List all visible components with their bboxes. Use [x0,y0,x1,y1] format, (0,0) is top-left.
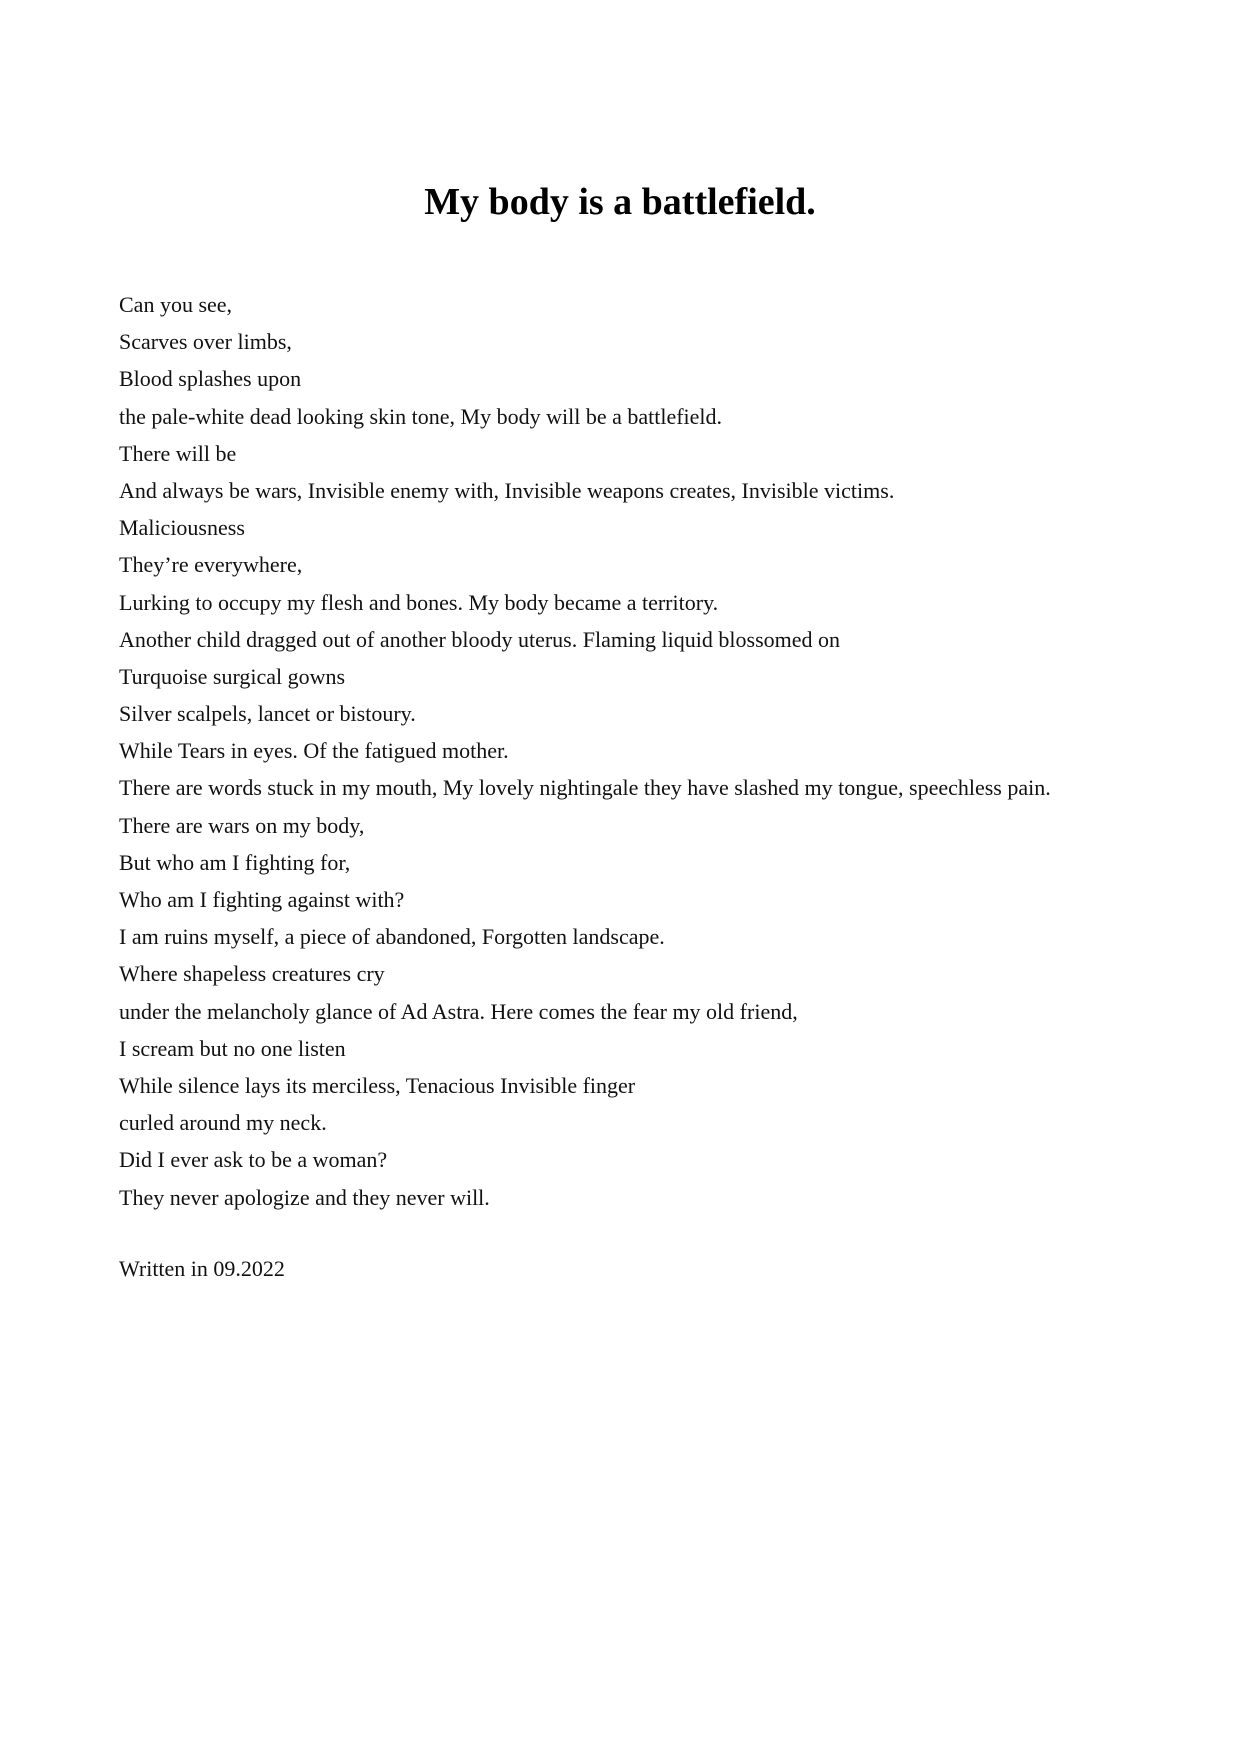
poem-line: There will be [119,440,237,466]
poem-line: Silver scalpels, lancet or bistoury. [119,701,416,727]
poem-line: Turquoise surgical gowns [119,663,346,689]
poem-line: There are words stuck in my mouth, My lovely nightingale they have slashed my tongue, speechless pain. [119,775,1051,801]
poem-line: But who am I fighting for, [119,849,351,875]
poem-line: Another child dragged out of another bloody uterus. Flaming liquid blossomed on [119,626,841,652]
poem-line: Scarves over limbs, [119,329,292,355]
poem-line: curled around my neck. [119,1110,327,1136]
poem-line: They’re everywhere, [119,552,303,578]
poem-line: the pale-white dead looking skin tone, My body will be a battlefield. [119,403,723,429]
poem-title: My body is a battlefield. [424,181,816,223]
poem-line: Lurking to occupy my flesh and bones. My body became a territory. [119,589,719,615]
poem-line: I scream but no one listen [119,1035,346,1061]
written-date: Written in 09.2022 [119,1256,285,1281]
poem-body [119,286,1179,1216]
poem-line: Who am I fighting against with? [119,887,405,912]
poem-line: I am ruins myself, a piece of abandoned, Forgotten landscape. [119,924,665,950]
poem-line: There are wars on my body, [119,812,365,838]
poem-line: Did I ever ask to be a woman? [119,1147,388,1173]
poem-line: Maliciousness [119,515,245,541]
poem-line: Blood splashes upon [119,366,302,392]
poem-line: While Tears in eyes. Of the fatigued mother. [119,738,509,764]
poem-line: While silence lays its merciless, Tenacious Invisible finger [119,1072,636,1098]
poem-line: under the melancholy glance of Ad Astra. Here comes the fear my old friend, [119,998,798,1024]
poem-line: And always be wars, Invisible enemy with, Invisible weapons creates, Invisible victims. [119,477,895,503]
poem-line: Where shapeless creatures cry [119,961,385,987]
poem-line: They never apologize and they never will. [119,1184,490,1210]
poem-line: Can you see, [119,292,233,317]
